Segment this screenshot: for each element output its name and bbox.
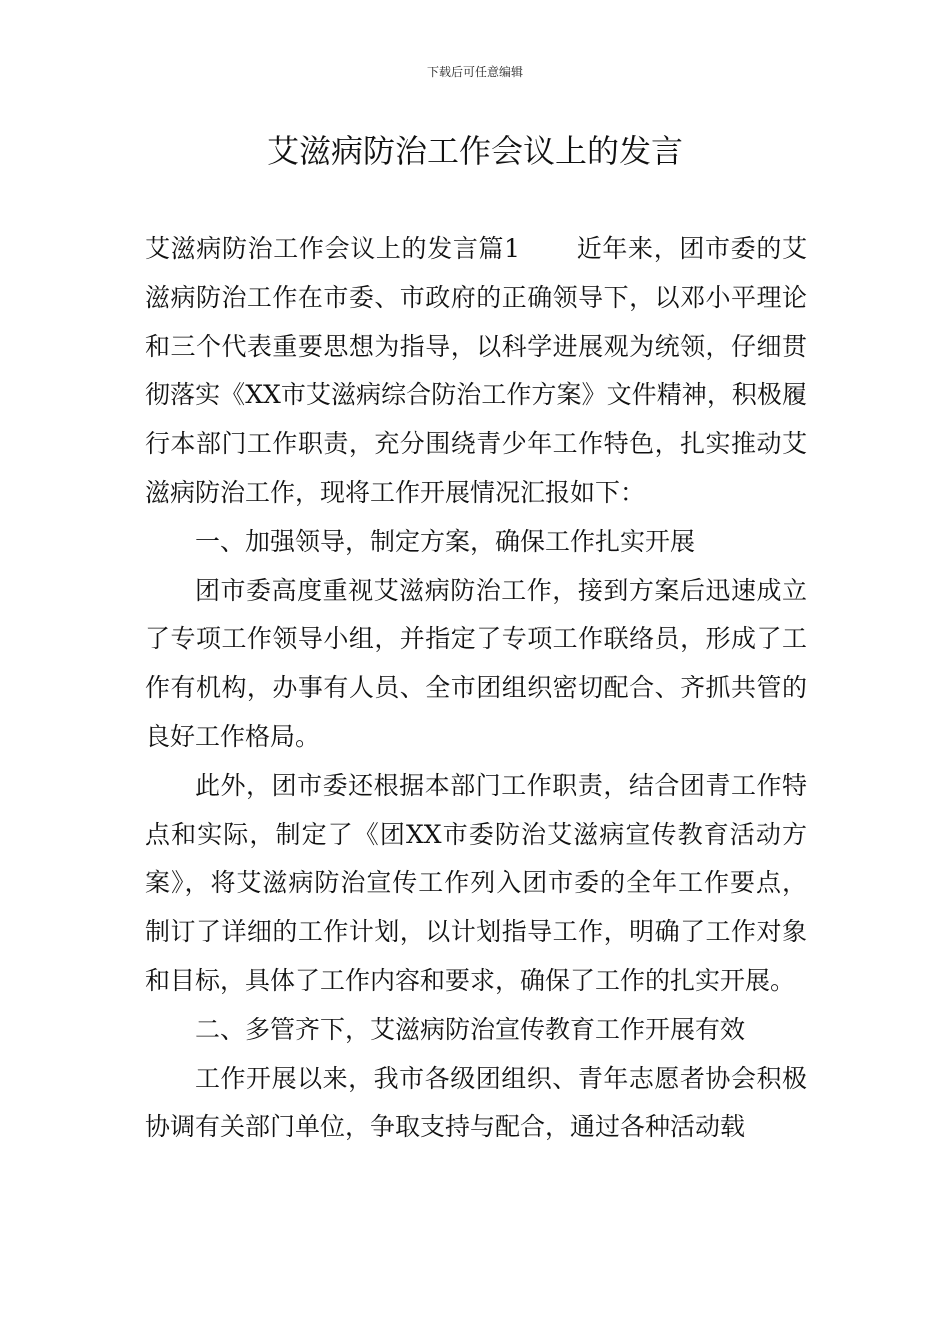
section-heading-1: 一、加强领导，制定方案，确保工作扎实开展: [195, 526, 696, 556]
section-heading-2: 二、多管齐下，艾滋病防治宣传教育工作开展有效: [195, 1014, 746, 1044]
section-label: 艾滋病防治工作会议上的发言篇1: [145, 234, 521, 263]
paragraph-intro: 近年来，团市委的艾滋病防治工作在市委、市政府的正确领导下，以邓小平理论和三个代表重要思想为指导，以科学进展观为统领，仔细贯彻落实《XX市艾滋病综合防治工作方案》文件精神，积极履行本部门工作职责，充分围绕青少年工作特色，扎实推动艾滋病防治工作，现将工作开展情况汇报如下：: [145, 234, 807, 507]
paragraph: 团市委高度重视艾滋病防治工作，接到方案后迅速成立了专项工作领导小组，并指定了专项工作联络员，形成了工作有机构，办事有人员、全市团组织密切配合、齐抓共管的良好工作格局。: [145, 575, 807, 751]
paragraph: 此外，团市委还根据本部门工作职责，结合团青工作特点和实际，制定了《团XX市委防治艾滋病宣传教育活动方案》，将艾滋病防治宣传工作列入团市委的全年工作要点，制订了详细的工作计划，以计划指导工作，明确了工作对象和目标，具体了工作内容和要求，确保了工作的扎实开展。: [145, 770, 807, 995]
page-header-note: 下载后可任意编辑: [426, 65, 523, 79]
document-title: 艾滋病防治工作会议上的发言: [266, 132, 683, 170]
paragraph: 工作开展以来，我市各级团组织、青年志愿者协会积极协调有关部门单位，争取支持与配合，通过各种活动载: [145, 1063, 807, 1142]
document-body: [145, 225, 807, 1152]
lead-paragraph: [145, 225, 807, 518]
